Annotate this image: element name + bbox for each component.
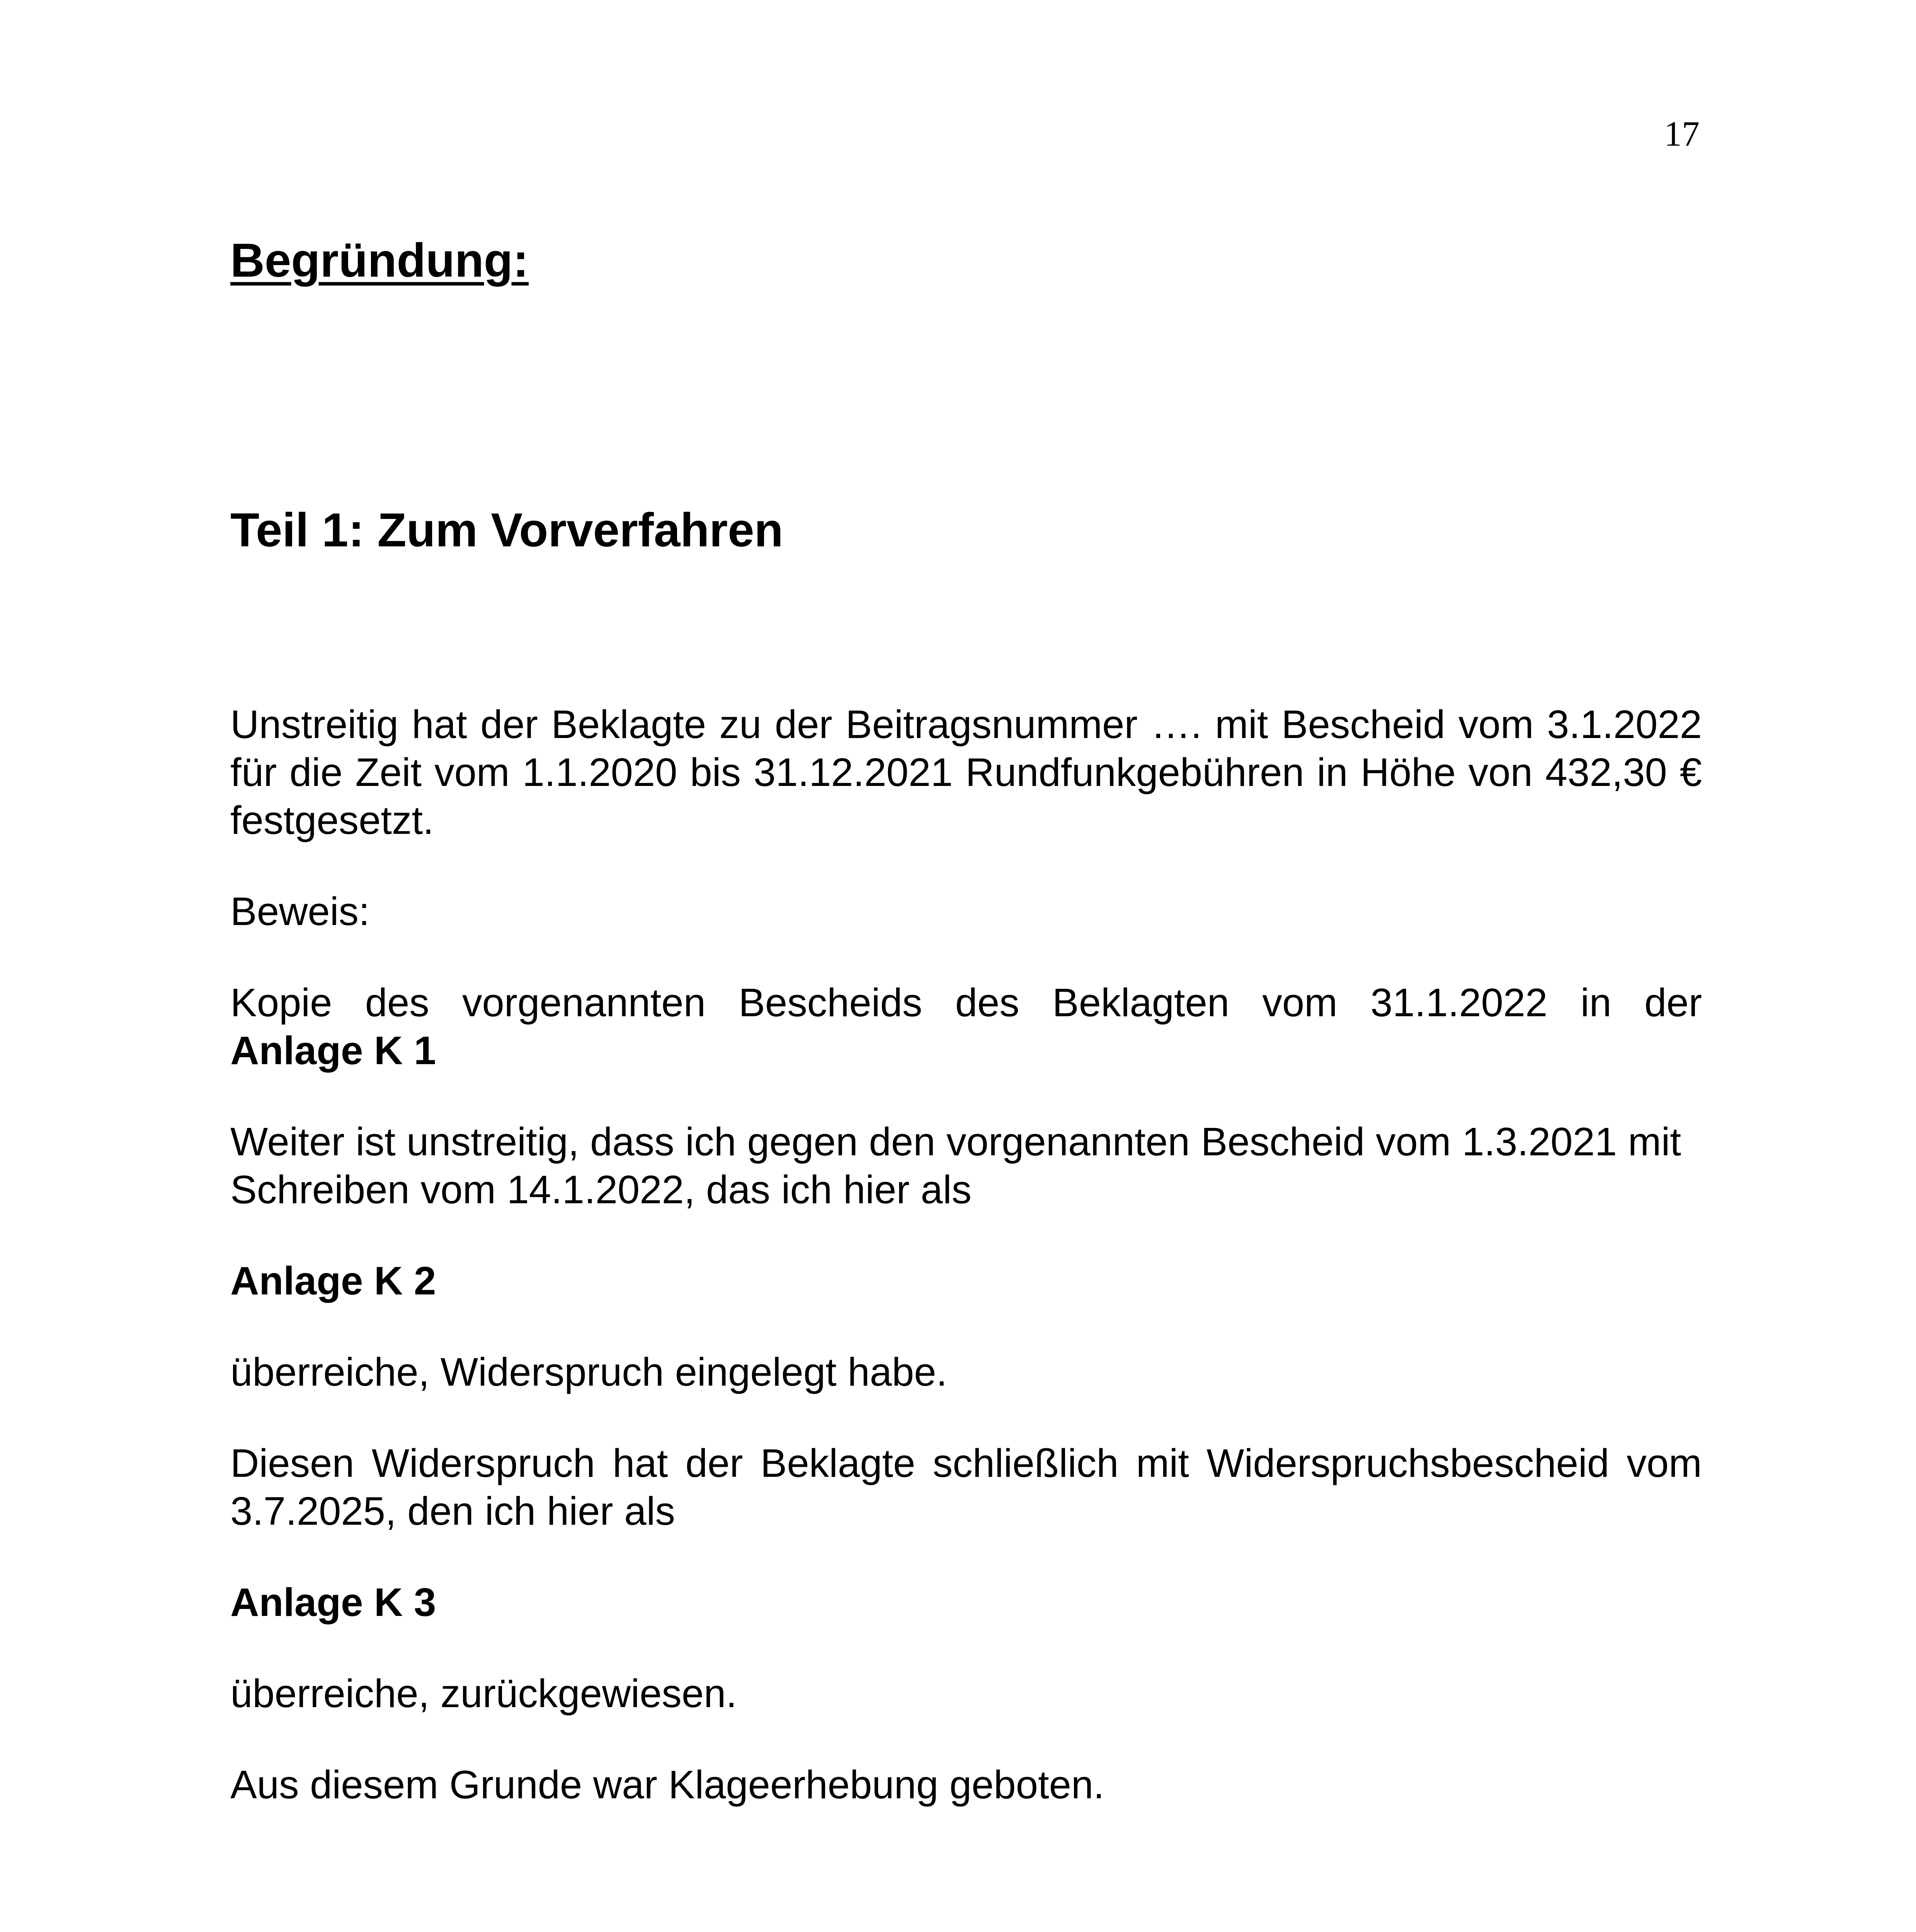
exhibit-label-k2: Anlage K 2 xyxy=(230,1259,436,1303)
paragraph-unstreitig: Unstreitig hat der Beklagte zu der Beitragsnummer …. mit Bescheid vom 3.1.2022 für die Zeit vom 1.1.2020 bis 31.12.2021 Rundfunkgebühren in Höhe von 432,30 € festgesetzt. xyxy=(230,702,1702,842)
exhibit-label-k3: Anlage K 3 xyxy=(230,1580,436,1624)
paragraph-ueberreiche-widerspruch: überreiche, Widerspruch eingelegt habe. xyxy=(230,1350,948,1394)
heading-text: Begründung: xyxy=(230,234,529,287)
paragraph-weiter: Weiter ist unstreitig, dass ich gegen den vorgenannten Bescheid vom 1.3.2021 mit Schreiben vom 14.1.2022, das ich hier als xyxy=(230,1119,1681,1212)
exhibit-k1-block xyxy=(230,979,1702,1075)
page-number: 17 xyxy=(1664,114,1700,153)
paragraph-widerspruchsbescheid: Diesen Widerspruch hat der Beklagte schließlich mit Widerspruchsbescheid vom 3.7.2025, den ich hier als xyxy=(230,1441,1702,1533)
paragraph-kopie: Kopie des vorgenannten Bescheids des Beklagten vom 31.1.2022 in der xyxy=(230,980,1702,1025)
exhibit-label-k1: Anlage K 1 xyxy=(230,1028,436,1073)
paragraph-klageerhebung: Aus diesem Grunde war Klageerhebung geboten. xyxy=(230,1762,1104,1807)
paragraph-beweis: Beweis: xyxy=(230,889,370,934)
document-body xyxy=(230,232,1702,1809)
section-title: Teil 1: Zum Vorverfahren xyxy=(230,504,783,557)
document-heading xyxy=(230,232,1702,290)
paragraph-ueberreiche-zurueckgewiesen: überreiche, zurückgewiesen. xyxy=(230,1671,737,1716)
